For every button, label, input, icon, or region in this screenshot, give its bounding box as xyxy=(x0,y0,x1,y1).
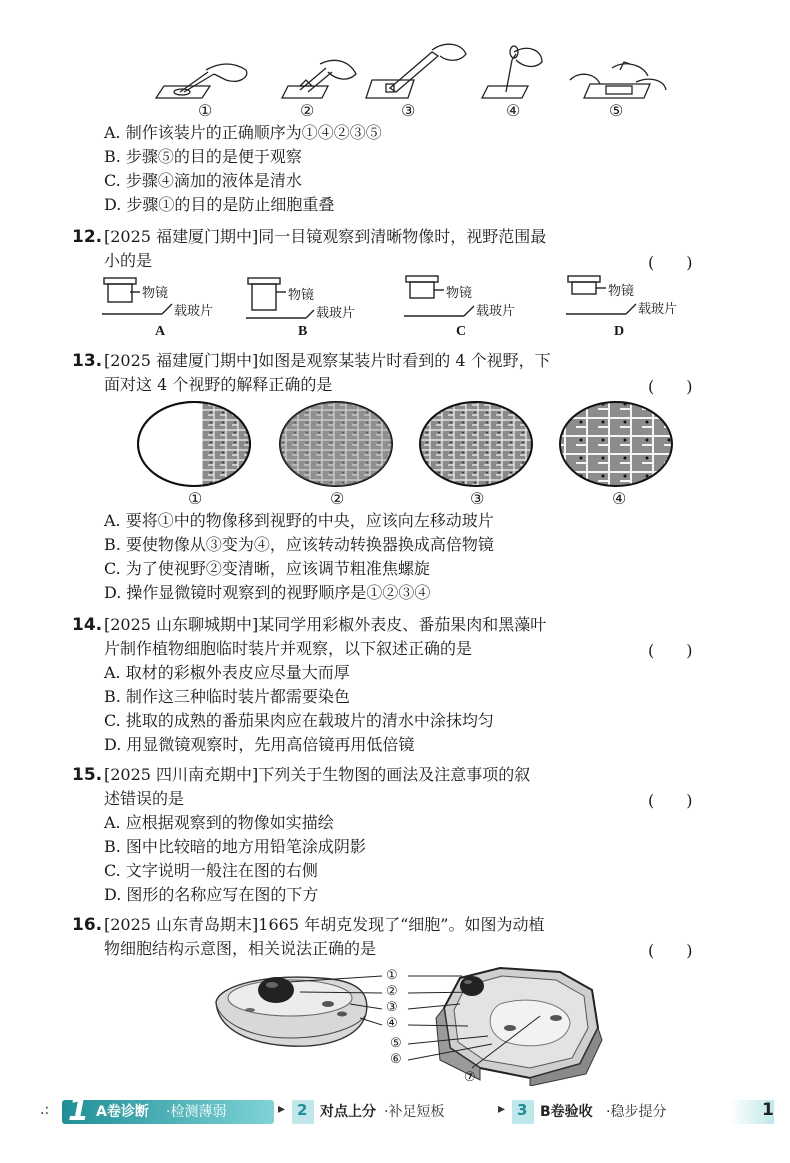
q16-part-label: ⑤ xyxy=(390,1036,402,1051)
q13-stem-line2: 面对这 4 个视野的解释正确的是 xyxy=(104,375,333,394)
q11-option-c: C. 步骤④滴加的液体是清水 xyxy=(104,171,302,190)
footer-arrow: ▸ xyxy=(278,1101,286,1117)
q12-option-letter: C xyxy=(456,324,467,339)
q11-option-b: B. 步骤⑤的目的是便于观察 xyxy=(104,147,302,166)
q14-stem-line2: 片制作植物细胞临时装片并观察，以下叙述正确的是 xyxy=(104,639,473,658)
q11-step-label: ① xyxy=(198,101,213,120)
q15-option-a: A. 应根据观察到的物像如实描绘 xyxy=(104,813,334,832)
q14-option-c: C. 挑取的成熟的番茄果肉应在载玻片的清水中涂抹均匀 xyxy=(104,711,494,730)
q16-part-label: ④ xyxy=(386,1016,398,1031)
q15-stem-line1: [2025 四川南充期中]下列关于生物图的画法及注意事项的叙 xyxy=(104,765,531,784)
footer-arrow: ▸ xyxy=(498,1101,506,1117)
step2-figure xyxy=(282,60,356,98)
q12-objective-label: 物镜 xyxy=(142,286,169,301)
step5-figure xyxy=(570,62,666,98)
q11-option-d: D. 步骤①的目的是防止细胞重叠 xyxy=(104,195,335,214)
q16-part-label: ⑦ xyxy=(464,1070,476,1085)
q12-stem-line1: [2025 福建厦门期中]同一目镜观察到清晰物像时，视野范围最 xyxy=(104,227,547,246)
q16-part-label: ② xyxy=(386,984,398,999)
q14-option-b: B. 制作这三种临时装片都需要染色 xyxy=(104,687,350,706)
plant-cell xyxy=(436,968,602,1086)
q13-option-c: C. 为了使视野②变清晰，应该调节粗准焦螺旋 xyxy=(104,559,430,578)
q15-option-b: B. 图中比较暗的地方用铅笔涂成阴影 xyxy=(104,837,366,856)
q12-option-letter: A xyxy=(155,324,166,339)
q12-option-letter: D xyxy=(614,324,625,339)
footer-step3-title: B卷验收 xyxy=(540,1104,593,1120)
animal-cell xyxy=(216,977,367,1046)
q12-objective-label: 物镜 xyxy=(288,288,315,303)
q13-microscope-fields xyxy=(136,400,696,490)
q16-number: 16. xyxy=(72,915,103,935)
q12-number: 12. xyxy=(72,227,103,247)
q11-option-a: A. 制作该装片的正确顺序为①④②③⑤ xyxy=(104,123,382,142)
q15-stem-line2: 述错误的是 xyxy=(104,789,185,808)
q12-objective-label: 物镜 xyxy=(446,286,473,301)
q13-option-a: A. 要将①中的物像移到视野的中央，应该向左移动玻片 xyxy=(104,511,494,530)
q16-part-label: ③ xyxy=(386,1000,398,1015)
q12-slide-label: 载玻片 xyxy=(476,304,516,319)
q13-option-d: D. 操作显微镜时观察到的视野顺序是①②③④ xyxy=(104,583,431,602)
q11-step-label: ③ xyxy=(401,101,416,120)
q13-field-label: ④ xyxy=(612,489,627,508)
footer-dots: .: xyxy=(40,1102,50,1118)
footer-step1-sub: ·检测薄弱 xyxy=(166,1104,227,1120)
footer-step3-sub: ·稳步提分 xyxy=(606,1104,667,1120)
q11-step-label: ② xyxy=(300,101,315,120)
q12-slide-label: 载玻片 xyxy=(638,302,678,317)
step1-figure xyxy=(156,64,247,98)
field-3 xyxy=(420,402,532,486)
q13-option-b: B. 要使物像从③变为④，应该转动转换器换成高倍物镜 xyxy=(104,535,494,554)
page-number: 1 xyxy=(762,1100,774,1120)
step3-figure xyxy=(366,44,466,98)
q13-answer-paren: ( ) xyxy=(648,377,693,396)
q14-stem-line1: [2025 山东聊城期中]某同学用彩椒外表皮、番茄果肉和黑藻叶 xyxy=(104,615,547,634)
q16-cell-diagram xyxy=(210,964,610,1086)
q12-answer-paren: ( ) xyxy=(648,253,693,272)
q12-stem-line2: 小的是 xyxy=(104,251,153,270)
q11-step-label: ④ xyxy=(506,101,521,120)
footer-step1-number: 1 xyxy=(68,1093,89,1128)
field-4 xyxy=(560,402,672,486)
q11-step-illustrations xyxy=(150,40,670,102)
q15-answer-paren: ( ) xyxy=(648,791,693,810)
q16-stem-line2: 物细胞结构示意图，相关说法正确的是 xyxy=(104,939,377,958)
q13-number: 13. xyxy=(72,351,103,371)
q12-slide-label: 载玻片 xyxy=(174,304,214,319)
q14-option-a: A. 取材的彩椒外表皮应尽量大而厚 xyxy=(104,663,350,682)
q16-part-label: ① xyxy=(386,968,398,983)
footer-step1-title: A卷诊断 xyxy=(96,1104,149,1120)
q15-number: 15. xyxy=(72,765,103,785)
footer-step2-sub: ·补足短板 xyxy=(384,1104,445,1120)
q12-objective-label: 物镜 xyxy=(608,284,635,299)
q16-stem-line1: [2025 山东青岛期末]1665 年胡克发现了“细胞”。如图为动植 xyxy=(104,915,545,934)
q13-field-label: ① xyxy=(188,489,203,508)
field-2 xyxy=(280,402,392,486)
footer-step2-number: 2 xyxy=(297,1101,308,1119)
q15-option-d: D. 图形的名称应写在图的下方 xyxy=(104,885,319,904)
footer-step2-title: 对点上分 xyxy=(320,1104,376,1120)
q13-field-label: ③ xyxy=(470,489,485,508)
q14-number: 14. xyxy=(72,615,103,635)
step4-figure xyxy=(482,46,542,98)
q12-option-letter: B xyxy=(298,324,308,339)
q14-option-d: D. 用显微镜观察时，先用高倍镜再用低倍镜 xyxy=(104,735,415,754)
q14-answer-paren: ( ) xyxy=(648,641,693,660)
q13-field-label: ② xyxy=(330,489,345,508)
field-1 xyxy=(138,400,262,490)
q13-stem-line1: [2025 福建厦门期中]如图是观察某装片时看到的 4 个视野，下 xyxy=(104,351,551,370)
footer-step3-number: 3 xyxy=(517,1101,528,1119)
q15-option-c: C. 文字说明一般注在图的右侧 xyxy=(104,861,318,880)
q16-answer-paren: ( ) xyxy=(648,941,693,960)
q11-step-label: ⑤ xyxy=(609,101,624,120)
q12-slide-label: 载玻片 xyxy=(316,306,356,321)
q16-part-label: ⑥ xyxy=(390,1052,402,1067)
